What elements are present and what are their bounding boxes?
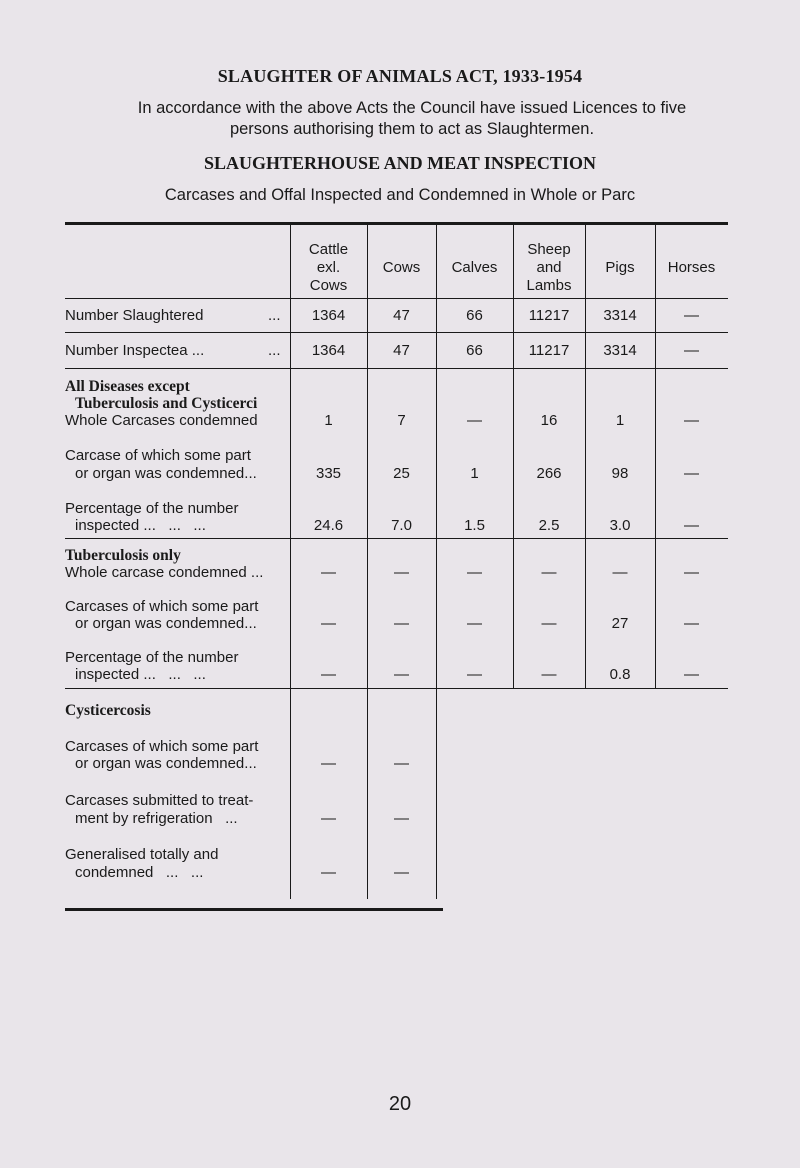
cell-tb-part-cattle: — xyxy=(321,615,336,632)
col-divider-3 xyxy=(436,225,437,899)
tuberculosis-bottom-rule xyxy=(65,688,728,689)
cell-tb-part-calves: — xyxy=(467,615,482,632)
page-number: 20 xyxy=(388,1093,412,1115)
all-diseases-pct-label-1: Percentage of the number xyxy=(65,500,239,517)
cell-ad-pct-horses: — xyxy=(684,517,699,534)
cy-refrig-label-1: Carcases submitted to treat- xyxy=(65,792,254,809)
col-header-calves: Calves xyxy=(451,259,498,276)
cell-tb-pct-cows: — xyxy=(394,666,409,683)
table-bottom-rule xyxy=(65,908,443,911)
all-diseases-part-label-1: Carcase of which some part xyxy=(65,447,251,464)
cell-tb-part-horses: — xyxy=(684,615,699,632)
cell-inspected-cows: 47 xyxy=(393,342,410,359)
cell-inspected-sheep: 11217 xyxy=(528,342,570,359)
cell-ad-part-horses: — xyxy=(684,465,699,482)
cy-gen-label-2: condemned ... ... xyxy=(75,864,204,881)
cell-tb-whole-horses: — xyxy=(684,564,699,581)
cell-tb-part-sheep: — xyxy=(541,615,557,632)
cell-tb-whole-pigs: — xyxy=(612,564,628,581)
all-diseases-part-label-2: or organ was condemned... xyxy=(75,465,257,482)
cell-cy-part-cows: — xyxy=(394,755,409,772)
all-diseases-bottom-rule xyxy=(65,538,728,539)
cell-ad-pct-calves: 1.5 xyxy=(464,517,485,534)
table-caption: Carcases and Offal Inspected and Condemned in Whole or Parc xyxy=(164,186,636,204)
cell-inspected-calves: 66 xyxy=(466,342,483,359)
tb-part-label-1: Carcases of which some part xyxy=(65,598,259,615)
cell-ad-part-calves: 1 xyxy=(470,465,479,482)
cell-ad-pct-cattle: 24.6 xyxy=(313,517,344,534)
col-header-cattle-line1: Cattle xyxy=(308,241,349,258)
cell-cy-refrig-cattle: — xyxy=(321,810,336,827)
table-top-rule xyxy=(65,222,728,225)
col-header-cattle xyxy=(290,241,367,295)
cell-tb-pct-horses: — xyxy=(684,666,699,683)
cell-cy-gen-cows: — xyxy=(394,864,409,881)
cell-ad-whole-cows: 7 xyxy=(397,412,406,429)
cell-tb-pct-calves: — xyxy=(467,666,482,683)
all-diseases-heading-1: All Diseases except xyxy=(65,378,190,395)
col-header-sheep-line1: Sheep xyxy=(527,241,571,258)
cell-slaughtered-calves: 66 xyxy=(466,307,483,324)
col-header-sheep-line2: and xyxy=(536,259,562,276)
cell-tb-whole-cows: — xyxy=(394,564,409,581)
row-dots-slaughtered: ... xyxy=(268,307,281,324)
cell-cy-part-cattle: — xyxy=(321,755,336,772)
row-label-inspected: Number Inspectea ... xyxy=(65,342,205,359)
cell-slaughtered-pigs: 3314 xyxy=(603,307,637,324)
cysticercosis-heading: Cysticercosis xyxy=(65,702,151,719)
col-header-pigs: Pigs xyxy=(605,259,635,276)
col-header-horses: Horses xyxy=(667,259,716,276)
cell-ad-whole-cattle: 1 xyxy=(324,412,333,429)
cell-tb-whole-calves: — xyxy=(467,564,482,581)
cell-ad-part-cattle: 335 xyxy=(315,465,342,482)
col-header-cows: Cows xyxy=(382,259,421,276)
cell-ad-part-cows: 25 xyxy=(393,465,410,482)
cy-gen-label-1: Generalised totally and xyxy=(65,846,219,863)
col-divider-2 xyxy=(367,225,368,899)
cell-cy-refrig-cows: — xyxy=(394,810,409,827)
tb-part-label-2: or organ was condemned... xyxy=(75,615,257,632)
cell-tb-pct-sheep: — xyxy=(541,666,557,683)
all-diseases-pct-label-2: inspected ... ... ... xyxy=(75,517,206,534)
all-diseases-heading-2: Tuberculosis and Cysticerci xyxy=(75,395,258,412)
cy-part-label-1: Carcases of which some part xyxy=(65,738,259,755)
tuberculosis-heading: Tuberculosis only xyxy=(65,547,181,564)
section-title: SLAUGHTERHOUSE AND MEAT INSPECTION xyxy=(204,153,596,173)
cell-slaughtered-cattle: 1364 xyxy=(311,307,346,324)
intro-paragraph xyxy=(92,98,732,140)
cell-ad-pct-cows: 7.0 xyxy=(391,517,412,534)
cell-tb-whole-cattle: — xyxy=(321,564,336,581)
tb-whole-label: Whole carcase condemned ... xyxy=(65,564,264,581)
cell-slaughtered-horses: — xyxy=(684,307,699,324)
col-header-sheep xyxy=(513,241,585,295)
tb-pct-label-1: Percentage of the number xyxy=(65,649,239,666)
col-header-sheep-line3: Lambs xyxy=(526,277,572,294)
cell-ad-pct-pigs: 3.0 xyxy=(609,517,631,534)
cell-tb-pct-pigs: 0.8 xyxy=(609,666,631,683)
cell-tb-pct-cattle: — xyxy=(321,666,336,683)
cell-slaughtered-cows: 47 xyxy=(393,307,410,324)
cell-ad-whole-pigs: 1 xyxy=(615,412,625,429)
cell-cy-gen-cattle: — xyxy=(321,864,336,881)
cell-slaughtered-sheep: 11217 xyxy=(528,307,570,324)
all-diseases-whole-label: Whole Carcases condemned xyxy=(65,412,258,429)
cell-inspected-pigs: 3314 xyxy=(603,342,637,359)
cell-tb-whole-sheep: — xyxy=(541,564,557,581)
act-title: SLAUGHTER OF ANIMALS ACT, 1933-1954 xyxy=(217,66,583,86)
cy-refrig-label-2: ment by refrigeration ... xyxy=(75,810,238,827)
intro-line-2: persons authorising them to act as Slaughtermen. xyxy=(229,120,595,138)
cy-part-label-2: or organ was condemned... xyxy=(75,755,257,772)
header-bottom-rule xyxy=(65,298,728,299)
col-divider-1 xyxy=(290,225,291,899)
cell-tb-part-pigs: 27 xyxy=(611,615,629,632)
cell-inspected-cattle: 1364 xyxy=(311,342,346,359)
tb-pct-label-2: inspected ... ... ... xyxy=(75,666,206,683)
cell-ad-part-sheep: 266 xyxy=(536,465,562,482)
cell-ad-whole-horses: — xyxy=(684,412,699,429)
cell-ad-whole-sheep: 16 xyxy=(540,412,558,429)
row2-bottom-rule xyxy=(65,368,728,369)
cell-ad-whole-calves: — xyxy=(467,412,482,429)
row-dots-inspected: ... xyxy=(268,342,281,359)
cell-ad-part-pigs: 98 xyxy=(611,465,629,482)
cell-ad-pct-sheep: 2.5 xyxy=(538,517,560,534)
row1-bottom-rule xyxy=(65,332,728,333)
row-label-slaughtered: Number Slaughtered xyxy=(65,307,204,324)
cell-tb-part-cows: — xyxy=(394,615,409,632)
col-header-cattle-line2: exl. xyxy=(316,259,341,276)
cell-inspected-horses: — xyxy=(684,342,699,359)
col-header-cattle-line3: Cows xyxy=(309,277,348,294)
intro-line-1: In accordance with the above Acts the Council have issued Licences to five xyxy=(137,99,687,117)
